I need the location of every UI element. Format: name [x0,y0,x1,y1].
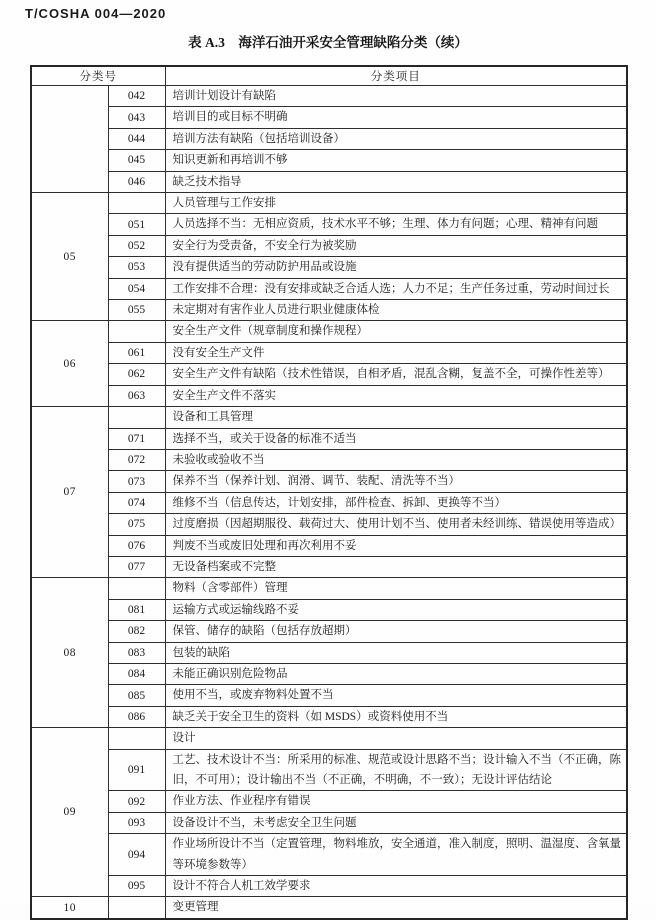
table-row [31,728,627,749]
table-row [31,685,627,706]
item-cell: 未能正确识别危险物品 [165,663,627,684]
major-code-cell: 06 [31,321,108,407]
item-cell: 安全生产文件（规章制度和操作规程） [165,321,627,342]
minor-code-cell: 042 [108,86,165,107]
table-row [31,364,627,385]
table-title: 表 A.3 海洋石油开采安全管理缺陷分类（续） [188,35,468,50]
minor-code-cell: 053 [108,257,165,278]
item-cell: 设计 [165,728,627,749]
minor-code-cell: 084 [108,663,165,684]
minor-code-cell [108,897,165,919]
table-row [31,407,627,428]
table-row [31,278,627,299]
minor-code-cell: 085 [108,685,165,706]
minor-code-cell: 081 [108,599,165,620]
item-cell: 作业场所设计不当（定置管理，物料堆放，安全通道，准入制度，照明、温湿度、含氧量等环境参数等） [165,834,627,876]
header-classification-number: 分类号 [31,66,165,86]
item-cell: 缺乏关于安全卫生的资料（如 MSDS）或资料使用不当 [165,706,627,727]
minor-code-cell: 094 [108,834,165,876]
table-row [31,257,627,278]
item-cell: 变更管理 [165,897,627,919]
table-row [31,791,627,812]
minor-code-cell: 051 [108,214,165,235]
table-row [31,621,627,642]
item-cell: 培训目的或目标不明确 [165,107,627,128]
table-row [31,897,627,919]
table-row [31,128,627,149]
table-row [31,578,627,599]
minor-code-cell: 082 [108,621,165,642]
doc-number: T/COSHA 004—2020 [25,6,167,21]
minor-code-cell: 076 [108,535,165,556]
table-row [31,342,627,363]
table-row [31,235,627,256]
minor-code-cell: 074 [108,492,165,513]
table-row [31,642,627,663]
minor-code-cell: 044 [108,128,165,149]
major-code-cell: 07 [31,407,108,578]
table-row [31,86,627,107]
table-row [31,150,627,171]
minor-code-cell: 091 [108,749,165,791]
item-cell: 没有提供适当的劳动防护用品或设施 [165,257,627,278]
major-code-cell: 10 [31,897,108,919]
item-cell: 安全行为受责备，不安全行为被奖励 [165,235,627,256]
major-code-cell [31,86,108,193]
classification-table [30,65,628,920]
item-cell: 培训计划设计有缺陷 [165,86,627,107]
table-row [31,449,627,470]
table-row [31,300,627,321]
table-row [31,599,627,620]
minor-code-cell: 054 [108,278,165,299]
item-cell: 使用不当，或废弃物料处置不当 [165,685,627,706]
minor-code-cell: 055 [108,300,165,321]
minor-code-cell: 075 [108,514,165,535]
item-cell: 包装的缺陷 [165,642,627,663]
item-cell: 安全生产文件有缺陷（技术性错误，自相矛盾，混乱含糊，复盖不全，可操作性差等） [165,364,627,385]
item-cell: 缺乏技术指导 [165,171,627,192]
header-classification-item: 分类项目 [165,66,627,86]
item-cell: 人员选择不当：无相应资质，技术水平不够；生理、体力有问题；心理、精神有问题 [165,214,627,235]
major-code-cell: 08 [31,578,108,728]
item-cell: 培训方法有缺陷（包括培训设备） [165,128,627,149]
table-row [31,706,627,727]
table-row [31,834,627,876]
minor-code-cell [108,321,165,342]
minor-code-cell: 063 [108,385,165,406]
minor-code-cell: 077 [108,556,165,577]
item-cell: 维修不当（信息传达，计划安排，部件检查、拆卸、更换等不当） [165,492,627,513]
item-cell: 作业方法、作业程序有错误 [165,791,627,812]
item-cell: 选择不当，或关于设备的标准不适当 [165,428,627,449]
item-cell: 保管、储存的缺陷（包括存放超期） [165,621,627,642]
table-header-row [31,66,627,86]
item-cell: 知识更新和再培训不够 [165,150,627,171]
item-cell: 工作安排不合理：没有安排或缺乏合适人选；人力不足；生产任务过重，劳动时间过长 [165,278,627,299]
minor-code-cell: 043 [108,107,165,128]
item-cell: 运输方式或运输线路不妥 [165,599,627,620]
item-cell: 无设备档案或不完整 [165,556,627,577]
table-row [31,535,627,556]
table-row [31,193,627,214]
item-cell: 设计不符合人机工效学要求 [165,876,627,897]
minor-code-cell: 086 [108,706,165,727]
minor-code-cell: 045 [108,150,165,171]
major-code-cell: 09 [31,728,108,897]
minor-code-cell [108,728,165,749]
table-row [31,214,627,235]
table-row [31,107,627,128]
minor-code-cell: 092 [108,791,165,812]
table-row [31,556,627,577]
minor-code-cell: 073 [108,471,165,492]
item-cell: 设备设计不当，未考虑安全卫生问题 [165,812,627,833]
minor-code-cell: 052 [108,235,165,256]
table-row [31,492,627,513]
item-cell: 工艺、技术设计不当：所采用的标准、规范或设计思路不当；设计输入不当（不正确，陈旧，不可用）；设计输出不当（不正确，不明确，不一致）；无设计评估结论 [165,749,627,791]
minor-code-cell: 083 [108,642,165,663]
minor-code-cell: 061 [108,342,165,363]
item-cell: 过度磨损（因超期服役、载荷过大、使用计划不当、使用者未经训练、错误使用等造成） [165,514,627,535]
minor-code-cell: 072 [108,449,165,470]
item-cell: 人员管理与工作安排 [165,193,627,214]
item-cell: 未定期对有害作业人员进行职业健康体检 [165,300,627,321]
minor-code-cell [108,193,165,214]
table-row [31,876,627,897]
item-cell: 保养不当（保养计划、润滑、调节、装配、清洗等不当） [165,471,627,492]
table-row [31,385,627,406]
table-row [31,471,627,492]
table-row [31,428,627,449]
item-cell: 未验收或验收不当 [165,449,627,470]
table-row [31,321,627,342]
minor-code-cell: 095 [108,876,165,897]
table-row [31,749,627,791]
table-row [31,663,627,684]
minor-code-cell: 046 [108,171,165,192]
item-cell: 判废不当或废旧处理和再次利用不妥 [165,535,627,556]
item-cell: 物料（含零部件）管理 [165,578,627,599]
item-cell: 设备和工具管理 [165,407,627,428]
minor-code-cell: 071 [108,428,165,449]
table-row [31,812,627,833]
table-body [31,86,627,919]
minor-code-cell [108,578,165,599]
table-row [31,514,627,535]
item-cell: 安全生产文件不落实 [165,385,627,406]
table-row [31,171,627,192]
item-cell: 没有安全生产文件 [165,342,627,363]
minor-code-cell [108,407,165,428]
minor-code-cell: 093 [108,812,165,833]
major-code-cell: 05 [31,193,108,321]
minor-code-cell: 062 [108,364,165,385]
